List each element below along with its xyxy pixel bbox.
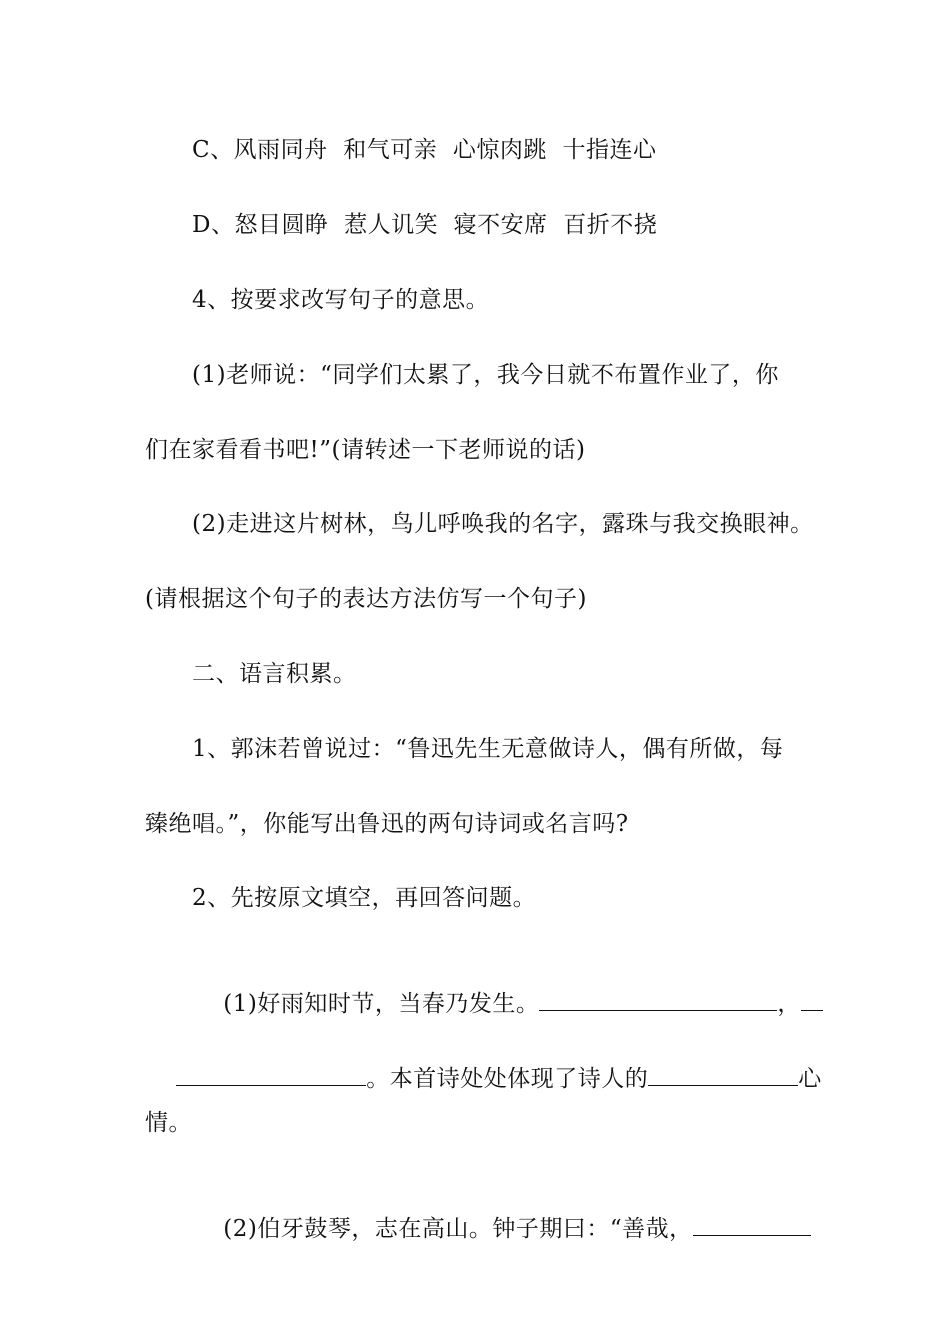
question-4-2-line2: (请根据这个句子的表达方法仿写一个句子): [145, 586, 587, 612]
fill-1-mid: 。本首诗处处体现了诗人的: [366, 1066, 649, 1092]
question-4-1-line1: (1)老师说：“同学们太累了，我今日就不布置作业了，你: [192, 362, 779, 388]
fill-2-prefix: (2)伯牙鼓琴，志在高山。钟子期曰：“善哉，: [223, 1216, 693, 1242]
fill-1-line3: 情。: [145, 1110, 192, 1136]
answer-blank[interactable]: [801, 988, 823, 1011]
answer-blank[interactable]: [176, 1063, 366, 1086]
option-c: C、风雨同舟 和气可亲 心惊肉跳 十指连心: [192, 137, 657, 163]
question-4-2-line1: (2)走进这片树林，鸟儿呼唤我的名字，露珠与我交换眼神。: [192, 511, 814, 537]
question-1-line1: 1、郭沫若曾说过：“鲁迅先生无意做诗人，偶有所做，每: [192, 736, 784, 762]
answer-blank[interactable]: [648, 1063, 798, 1086]
section-2-heading: 二、语言积累。: [192, 661, 357, 687]
fill-1-line2: [145, 1033, 822, 1092]
fill-1-end: 心: [798, 1066, 822, 1092]
question-4-1-line2: 们在家看看书吧!”(请转述一下老师说的话): [145, 437, 586, 463]
answer-blank[interactable]: [693, 1213, 811, 1236]
answer-blank[interactable]: [539, 988, 777, 1011]
fill-1-comma: ，: [777, 991, 801, 1017]
question-4-heading: 4、按要求改写句子的意思。: [192, 287, 490, 313]
question-2-heading: 2、先按原文填空，再回答问题。: [192, 885, 537, 911]
fill-2-line1: [192, 1183, 812, 1242]
fill-1-line1: [192, 958, 812, 1017]
fill-1-prefix: (1)好雨知时节，当春乃发生。: [223, 991, 540, 1017]
question-1-line2: 臻绝唱。”，你能写出鲁迅的两句诗词或名言吗?: [145, 811, 629, 837]
option-d: D、怒目圆睁 惹人讥笑 寝不安席 百折不挠: [192, 212, 658, 238]
